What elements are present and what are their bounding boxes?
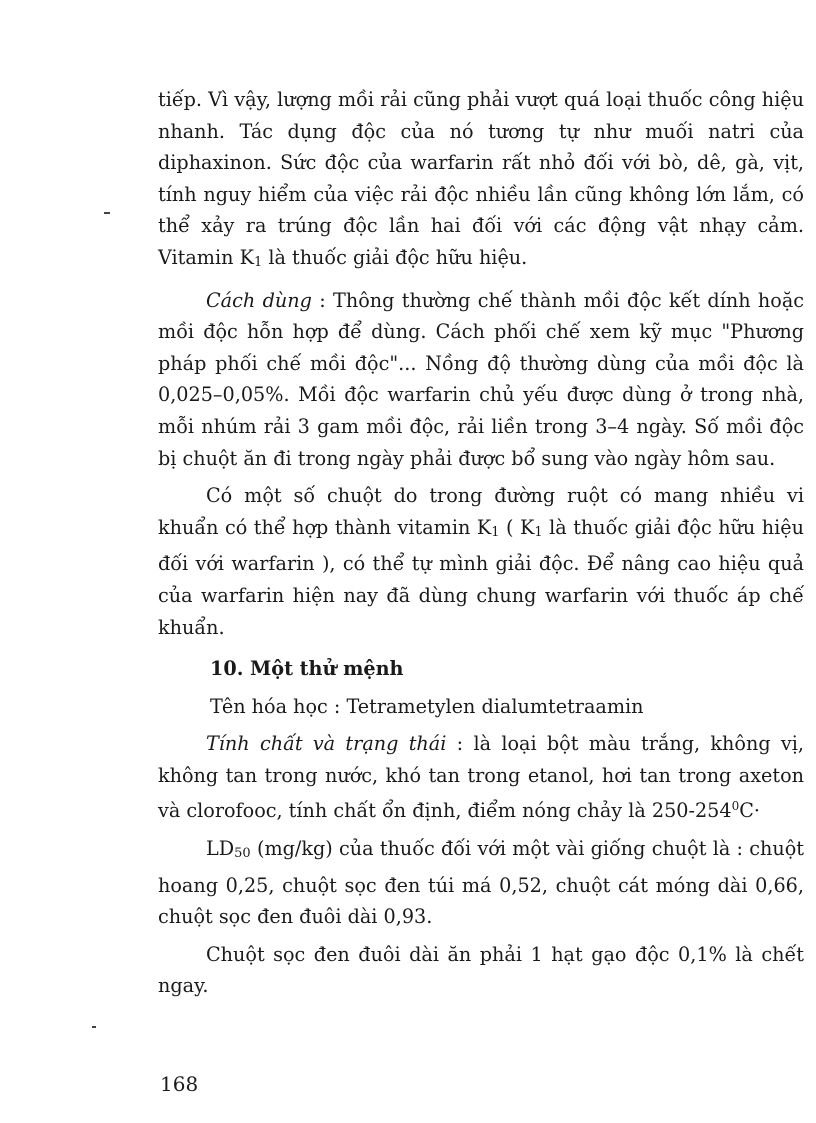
- page-number: 168: [160, 1072, 199, 1096]
- superscript: 0: [731, 799, 740, 814]
- subscript: 1: [253, 254, 263, 270]
- paragraph-warfarin-toxicity: tiếp. Vì vậy, lượng mồi rải cũng phải vượt quá loại thuốc công hiệu nhanh. Tác dụng độc của nó tương tự như muối natri của diphaxinon. Sức độc của warfarin rất nhỏ đối với bò, dê, gà, vịt, tính nguy hiểm của việc rải độc nhiều lần cũng không lớn lắm, có thể xảy ra trúng độc lần hai đối với các động vật nhạy cảm. Vitamin $K_1$ là thuốc giải độc hữu hiệu.: [158, 88, 804, 270]
- scan-speck: [104, 212, 110, 214]
- section-heading: 10. Một thử mệnh: [210, 657, 404, 681]
- scan-speck: [92, 1026, 96, 1028]
- chemical-name: Tên hóa học : Tetrametylen dialumtetraamin: [210, 694, 644, 718]
- paragraph-bacteria: Có một số chuột do trong đường ruột có mang nhiều vi khuẩn có thể hợp thành vitamin $K_1$ ( $K_1$ là thuốc giải độc hữu hiệu đối với warfarin ), có thể tự mình giải độc. Để nâng cao hiệu quả của warfarin hiện nay đã dùng chung warfarin với thuốc áp chế khuẩn.: [158, 484, 804, 639]
- properties-label: Tính chất và trạng thái: [206, 732, 447, 756]
- subscript: 50: [234, 846, 251, 862]
- usage-label: Cách dùng: [206, 288, 312, 312]
- paragraph-ld50: $LD_{50}$ (mg/kg) của thuốc đối với một vài giống chuột là : chuột hoang 0,25, chuột sọc đen túi má 0,52, chuột cát móng dài 0,66, chuột sọc đen đuôi dài 0,93.: [158, 837, 804, 929]
- paragraph-usage: Cách dùng : Thông thường chế thành mồi độc kết dính hoặc mồi độc hỗn hợp để dùng. Cách phối chế xem kỹ mục "Phương pháp phối chế mồi độc"... Nồng độ thường dùng của mồi độc là 0,025–0,05%. Mồi độc warfarin chủ yếu được dùng ở trong nhà, mỗi nhúm rải 3 gam mồi độc, rải liền trong 3–4 ngày. Số mồi độc bị chuột ăn đi trong ngày phải được bổ sung vào ngày hôm sau.: [158, 288, 805, 470]
- paragraph-lethal: Chuột sọc đen đuôi dài ăn phải 1 hạt gạo độc 0,1% là chết ngay.: [158, 942, 804, 998]
- page-body: [158, 84, 804, 1002]
- subscript: 1: [534, 524, 543, 540]
- subscript: 1: [491, 524, 500, 540]
- paragraph-properties: Tính chất và trạng thái : là loại bột màu trắng, không vị, không tan trong nước, khó tan trong etanol, hơi tan trong axeton và clorofooc, tính chất ổn định, điểm nóng chảy là $250-254^0C\cdot$: [158, 732, 804, 823]
